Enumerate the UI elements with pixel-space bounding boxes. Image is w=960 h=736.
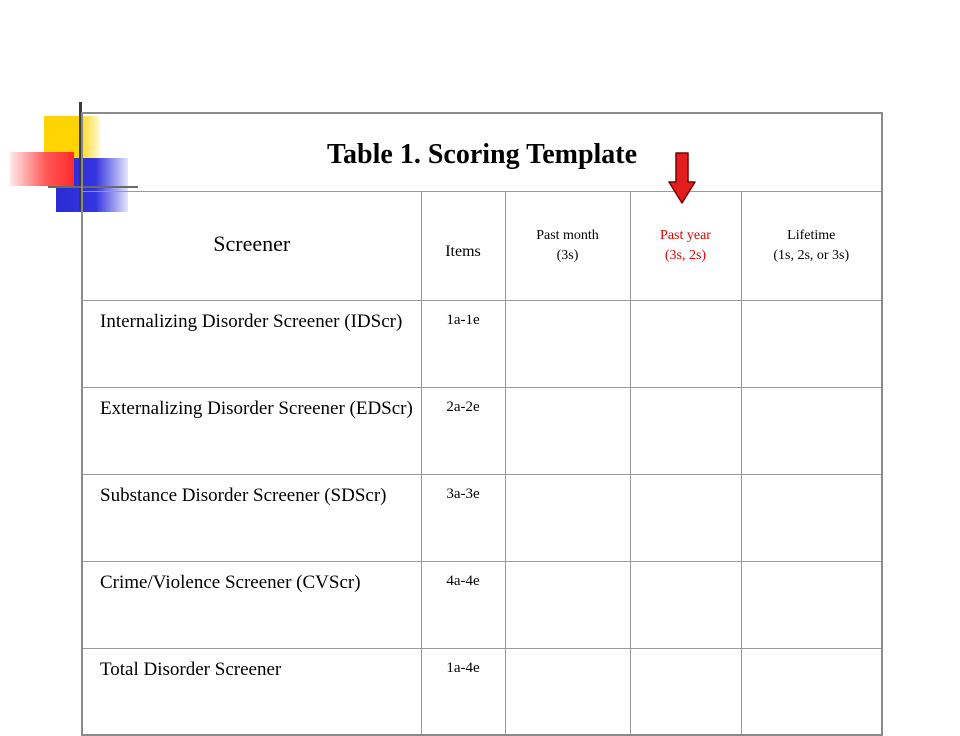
header-lifetime-label: Lifetime <box>787 228 836 243</box>
score-past-month <box>505 388 630 475</box>
table-row <box>82 388 882 475</box>
score-past-month <box>505 475 630 562</box>
header-past-year-scoring: (3s, 2s) <box>664 248 707 263</box>
screener-name: Substance Disorder Screener (SDScr) <box>82 475 421 562</box>
table-row <box>82 301 882 388</box>
score-past-month <box>505 562 630 649</box>
table-row <box>82 649 882 736</box>
score-lifetime <box>741 301 882 388</box>
header-lifetime <box>741 192 882 301</box>
slide-ornament-red <box>10 152 74 186</box>
screener-items: 3a-3e <box>421 475 505 562</box>
score-lifetime <box>741 388 882 475</box>
header-screener: Screener <box>82 192 421 301</box>
screener-items: 4a-4e <box>421 562 505 649</box>
header-past-month <box>505 192 630 301</box>
score-past-year <box>630 301 741 388</box>
header-past-year <box>630 192 741 301</box>
screener-name: Crime/Violence Screener (CVScr) <box>82 562 421 649</box>
screener-items: 2a-2e <box>421 388 505 475</box>
screener-items: 1a-4e <box>421 649 505 736</box>
screener-name: Internalizing Disorder Screener (IDScr) <box>82 301 421 388</box>
score-past-year <box>630 475 741 562</box>
score-past-year <box>630 562 741 649</box>
header-lifetime-scoring: (1s, 2s, or 3s) <box>773 248 850 263</box>
down-arrow-icon <box>668 152 696 204</box>
scoring-table <box>81 112 883 736</box>
header-items: Items <box>421 192 505 301</box>
score-lifetime <box>741 562 882 649</box>
score-past-month <box>505 649 630 736</box>
table-row <box>82 475 882 562</box>
screener-items: 1a-1e <box>421 301 505 388</box>
score-lifetime <box>741 649 882 736</box>
table-row <box>82 562 882 649</box>
header-past-year-label: Past year <box>660 228 711 243</box>
header-past-month-scoring: (3s) <box>556 248 579 263</box>
screener-name: Externalizing Disorder Screener (EDScr) <box>82 388 421 475</box>
score-past-year <box>630 649 741 736</box>
score-lifetime <box>741 475 882 562</box>
header-past-month-label: Past month <box>536 228 599 243</box>
score-past-year <box>630 388 741 475</box>
screener-name: Total Disorder Screener <box>82 649 421 736</box>
score-past-month <box>505 301 630 388</box>
table-title: Table 1. Scoring Template <box>82 113 882 192</box>
header-row <box>82 192 882 301</box>
